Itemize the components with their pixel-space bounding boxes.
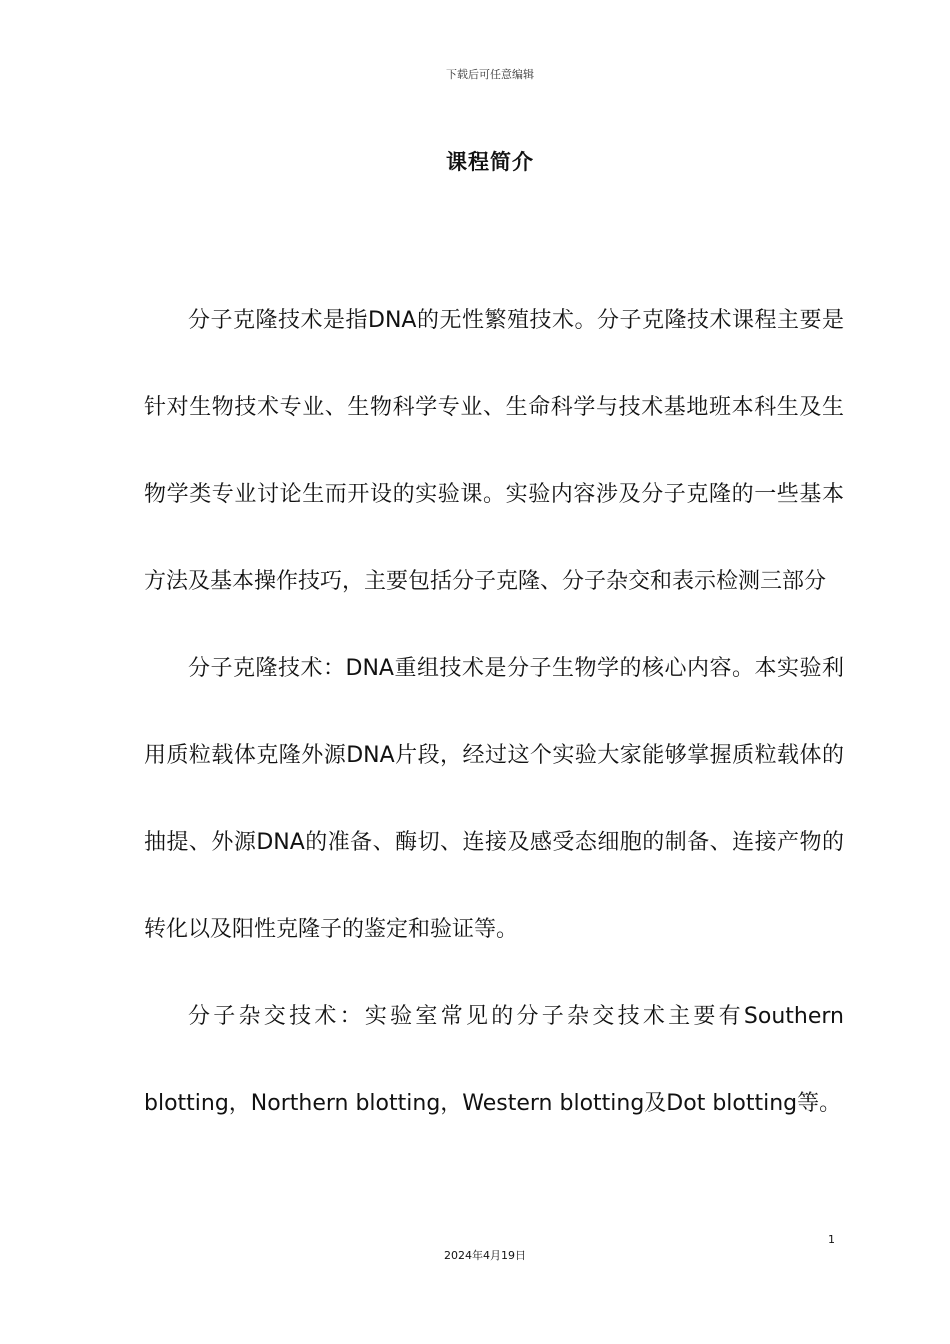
document-title: 课程简介 [446,150,534,174]
header-note: 下载后可任意编辑 [446,68,534,81]
paragraph-cloning: 分子克隆技术：DNA重组技术是分子生物学的核心内容。本实验利用质粒载体克隆外源DNA片段，经过这个实验大家能够掌握质粒载体的抽提、外源DNA的准备、酶切、连接及感受态细胞的制备、连接产物的转化以及阳性克隆子的鉴定和验证等。 [144,656,844,942]
document-body [144,277,844,1147]
footer-date: 2024年4月19日 [444,1249,526,1262]
paragraph-intro: 分子克隆技术是指DNA的无性繁殖技术。分子克隆技术课程主要是针对生物技术专业、生物科学专业、生命科学与技术基地班本科生及生物学类专业讨论生而开设的实验课。实验内容涉及分子克隆的一些基本方法及基本操作技巧，主要包括分子克隆、分子杂交和表示检测三部分 [144,308,844,594]
page-number: 1 [828,1233,835,1246]
paragraph-hybridization: 分子杂交技术：实验室常见的分子杂交技术主要有Southern blotting，Northern blotting，Western blotting及Dot blotting等。 [144,1004,844,1116]
